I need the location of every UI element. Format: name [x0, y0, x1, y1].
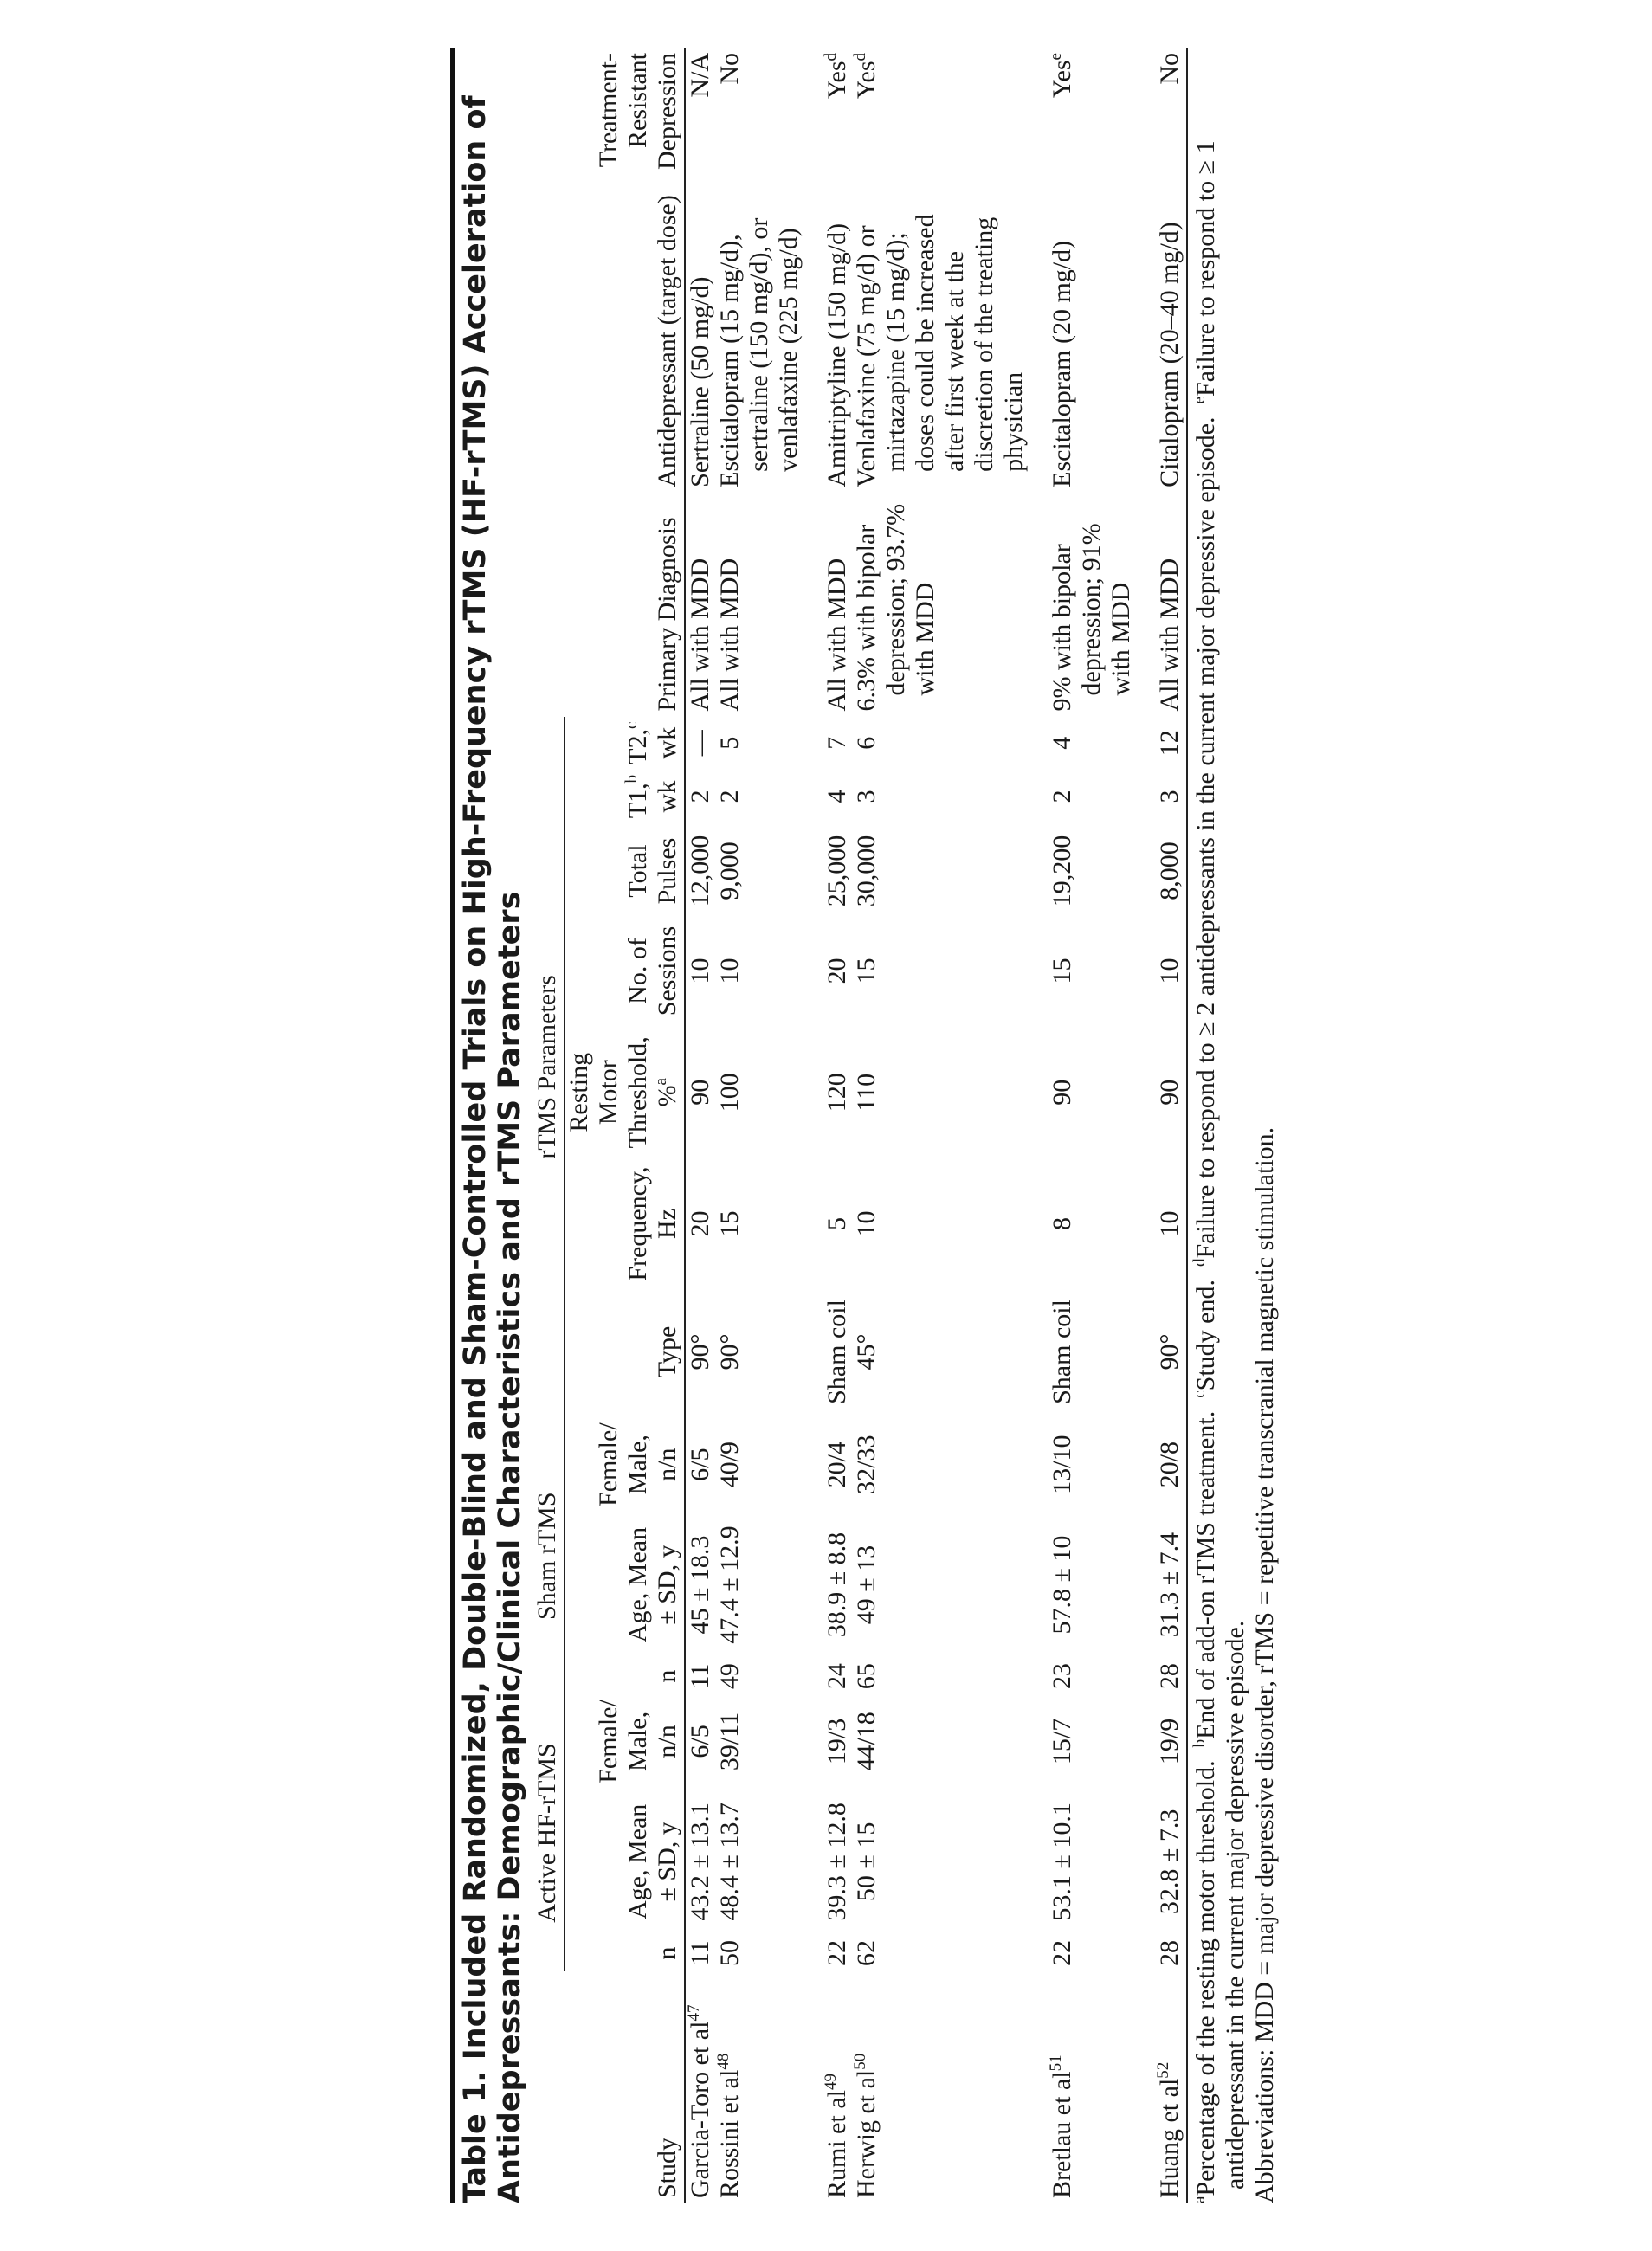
sessions: 15 — [1048, 958, 1076, 984]
study-name: Herwig et $al^{50}$ — [851, 2053, 881, 2198]
diagnosis: All with MDD — [823, 558, 851, 712]
sham-sex: 20/4 — [823, 1441, 851, 1488]
active-sex: 19/3 — [823, 1718, 851, 1765]
abbreviations: Abbreviations: MDD = major depressive disorder, rTMS = repetitive transcranial magnetic stimulation. — [1250, 1126, 1279, 2203]
table-row — [1136, 48, 1187, 2203]
table-row — [715, 48, 803, 2203]
antidepressant: Escitalopram (20 mg/d) — [1048, 240, 1076, 487]
rmt: 120 — [823, 1073, 851, 1113]
col-frequency: Frequency, Hz — [565, 1161, 685, 1286]
trd: Yes$^d$ — [822, 53, 851, 100]
diagnosis: All with MDD — [1136, 493, 1187, 717]
col-sham-n: n — [565, 1658, 685, 1694]
col-type: Type — [565, 1287, 685, 1418]
col-active-n: n — [565, 1935, 685, 1971]
active-age: 48.4 ± 13.7 — [715, 1803, 744, 1921]
group-params: rTMS Parameters — [532, 717, 565, 1418]
active-age: 53.1 ± 10.1 — [1048, 1803, 1076, 1921]
sham-n: 23 — [1048, 1663, 1076, 1690]
t1: 3 — [852, 790, 881, 803]
active-n: 28 — [1136, 1935, 1187, 1971]
frequency: 10 — [852, 1210, 881, 1237]
frequency: 10 — [1136, 1161, 1187, 1286]
diagnosis: All with MDD — [686, 558, 714, 712]
pulses: 25,000 — [823, 835, 851, 907]
frequency: 20 — [686, 1210, 714, 1237]
sham-n: 65 — [852, 1663, 881, 1690]
sham-type: 90° — [686, 1333, 714, 1371]
pulses: 19,200 — [1048, 835, 1076, 907]
t2: 7 — [823, 736, 851, 750]
study-name: Rumi et $al^{49}$ — [822, 2074, 851, 2198]
t2: 12 — [1136, 717, 1187, 770]
sessions: 10 — [715, 958, 744, 984]
active-n: 62 — [852, 1939, 881, 1966]
t2: 4 — [1048, 736, 1076, 750]
col-antidepressant: Antidepressant (target dose) — [565, 175, 685, 493]
active-n: 22 — [1048, 1939, 1076, 1966]
pulses: 12,000 — [686, 835, 714, 907]
t1: 3 — [1136, 770, 1187, 823]
sham-type: 45° — [852, 1333, 881, 1371]
study-name: Huang et $al^{52}$ — [1136, 1971, 1187, 2203]
study-name: Garcia-Toro et $al^{47}$ — [685, 2004, 714, 2198]
trd: Yes$^e$ — [1047, 53, 1076, 99]
t2: — — [686, 730, 714, 757]
sham-age: 45 ± 18.3 — [686, 1535, 714, 1635]
pulses: 8,000 — [1136, 823, 1187, 919]
trd: N/A — [686, 53, 714, 98]
antidepressant: Citalopram (20–40 mg/d) — [1136, 175, 1187, 493]
col-sessions: No. of Sessions — [565, 919, 685, 1023]
active-sex: 15/7 — [1048, 1718, 1076, 1765]
group-sham: Sham rTMS — [532, 1417, 565, 1694]
sham-sex: 6/5 — [686, 1448, 714, 1481]
sham-age: 38.9 ± 8.8 — [823, 1532, 851, 1638]
sham-age: 57.8 ± 10 — [1048, 1535, 1076, 1635]
trd: No — [715, 53, 744, 85]
col-active-age: Age, Mean ± SD, y — [565, 1789, 685, 1935]
table-title: Table 1. Included Randomized, Double-Blind and Sham-Controlled Trials on High-Frequency rTMS (HF-rTMS) Acceleration of Antidepressants: Demographic/Clinical Characteristics and rTMS Parameters — [450, 48, 527, 2203]
active-age: 43.2 ± 13.1 — [686, 1803, 714, 1921]
t1: 2 — [686, 790, 714, 803]
group-active: Active HF-rTMS — [532, 1694, 565, 1971]
antidepressant: Escitalopram (15 mg/d), sertraline (150 mg/d), or venlafaxine (225 mg/d) — [715, 217, 803, 487]
rmt: 90 — [686, 1079, 714, 1106]
frequency: 8 — [1048, 1217, 1076, 1231]
rmt: 90 — [1136, 1023, 1187, 1161]
table-row — [852, 48, 1029, 2203]
active-age: 50 ± 15 — [852, 1822, 881, 1902]
rmt: 110 — [852, 1073, 881, 1112]
diagnosis: All with MDD — [715, 558, 744, 712]
frequency: 15 — [715, 1210, 744, 1237]
antidepressant: Amitriptyline (150 mg/d) — [823, 223, 851, 487]
sham-n: 24 — [823, 1663, 851, 1690]
table-row — [803, 48, 852, 2203]
t1: 2 — [715, 790, 744, 803]
trd: No — [1136, 48, 1187, 175]
sham-type: Sham coil — [823, 1300, 851, 1404]
trd: Yes$^d$ — [851, 53, 881, 100]
sham-n: 28 — [1136, 1658, 1187, 1694]
sessions: 10 — [686, 958, 714, 984]
diagnosis: 6.3% with bipolar depression; 93.7% with MDD — [852, 503, 939, 712]
t2: 5 — [715, 736, 744, 750]
rmt: 90 — [1048, 1079, 1076, 1106]
pulses: 9,000 — [715, 842, 744, 900]
sham-sex: 13/10 — [1048, 1435, 1076, 1494]
active-n: 50 — [715, 1939, 744, 1966]
study-name: Rossini et $al^{48}$ — [714, 2053, 744, 2198]
active-sex: 39/11 — [715, 1712, 744, 1771]
col-sham-age: Age, Mean ± SD, y — [565, 1512, 685, 1658]
active-age: 39.3 ± 12.8 — [823, 1803, 851, 1921]
table-container — [450, 48, 1280, 2203]
t1: 4 — [823, 790, 851, 803]
sham-age: 47.4 ± 12.9 — [715, 1525, 744, 1644]
antidepressant: Venlafaxine (75 mg/d) or mirtazapine (15 mg/d); doses could be increased after first week at the discretion of the treating physician — [852, 214, 1028, 487]
active-sex: 19/9 — [1136, 1694, 1187, 1789]
col-trd: Treatment- Resistant Depression — [565, 48, 685, 175]
sessions: 20 — [823, 958, 851, 984]
col-active-sex: Female/ Male, n/n — [565, 1694, 685, 1789]
sham-type: 90° — [715, 1333, 744, 1371]
sessions: 15 — [852, 958, 881, 984]
active-n: 22 — [823, 1939, 851, 1966]
col-rmt: Resting Motor Threshold, %$^a$ — [565, 1023, 685, 1161]
col-t1: T1,$^b$ wk — [565, 770, 685, 823]
pulses: 30,000 — [852, 835, 881, 907]
active-age: 32.8 ± 7.3 — [1136, 1789, 1187, 1935]
table-row — [1029, 48, 1136, 2203]
active-sex: 44/18 — [852, 1712, 881, 1771]
table-row — [685, 48, 715, 2203]
col-sham-sex: Female/ Male, n/n — [565, 1417, 685, 1512]
col-diagnosis: Primary Diagnosis — [565, 493, 685, 717]
rmt: 100 — [715, 1073, 744, 1113]
t2: 6 — [852, 736, 881, 750]
sham-sex: 20/8 — [1136, 1417, 1187, 1512]
sessions: 10 — [1136, 919, 1187, 1023]
study-name: Bretlau et $al^{51}$ — [1047, 2054, 1076, 2198]
antidepressant: Sertraline (50 mg/d) — [686, 276, 714, 487]
sham-n: 11 — [686, 1663, 714, 1689]
table-footnotes — [1191, 48, 1280, 2203]
sham-n: 49 — [715, 1663, 744, 1690]
t1: 2 — [1048, 790, 1076, 803]
active-n: 11 — [686, 1940, 714, 1966]
sham-sex: 40/9 — [715, 1441, 744, 1488]
col-pulses: Total Pulses — [565, 823, 685, 919]
diagnosis: 9% with bipolar depression; 91% with MDD — [1048, 523, 1135, 712]
sham-sex: 32/33 — [852, 1435, 881, 1494]
col-t2: T2,$^c$ wk — [565, 717, 685, 770]
active-sex: 6/5 — [686, 1725, 714, 1758]
sham-type: Sham coil — [1048, 1300, 1076, 1404]
sham-age: 31.3 ± 7.4 — [1136, 1512, 1187, 1658]
sham-type: 90° — [1136, 1287, 1187, 1418]
trials-table — [532, 48, 1188, 2203]
sham-age: 49 ± 13 — [852, 1545, 881, 1625]
footnote-line: $^a$Percentage of the resting motor threshold. $^b$End of add-on rTMS treatment. $^c$Study end. $^d$Failure to respond to ≥ 2 antidepressants in the current major depressive episode. $^e$Failure to respond to ≥ 1 antidepressant in the current major depressive episode. — [1191, 140, 1249, 2203]
frequency: 5 — [823, 1217, 851, 1231]
col-study: Study — [565, 1971, 685, 2203]
